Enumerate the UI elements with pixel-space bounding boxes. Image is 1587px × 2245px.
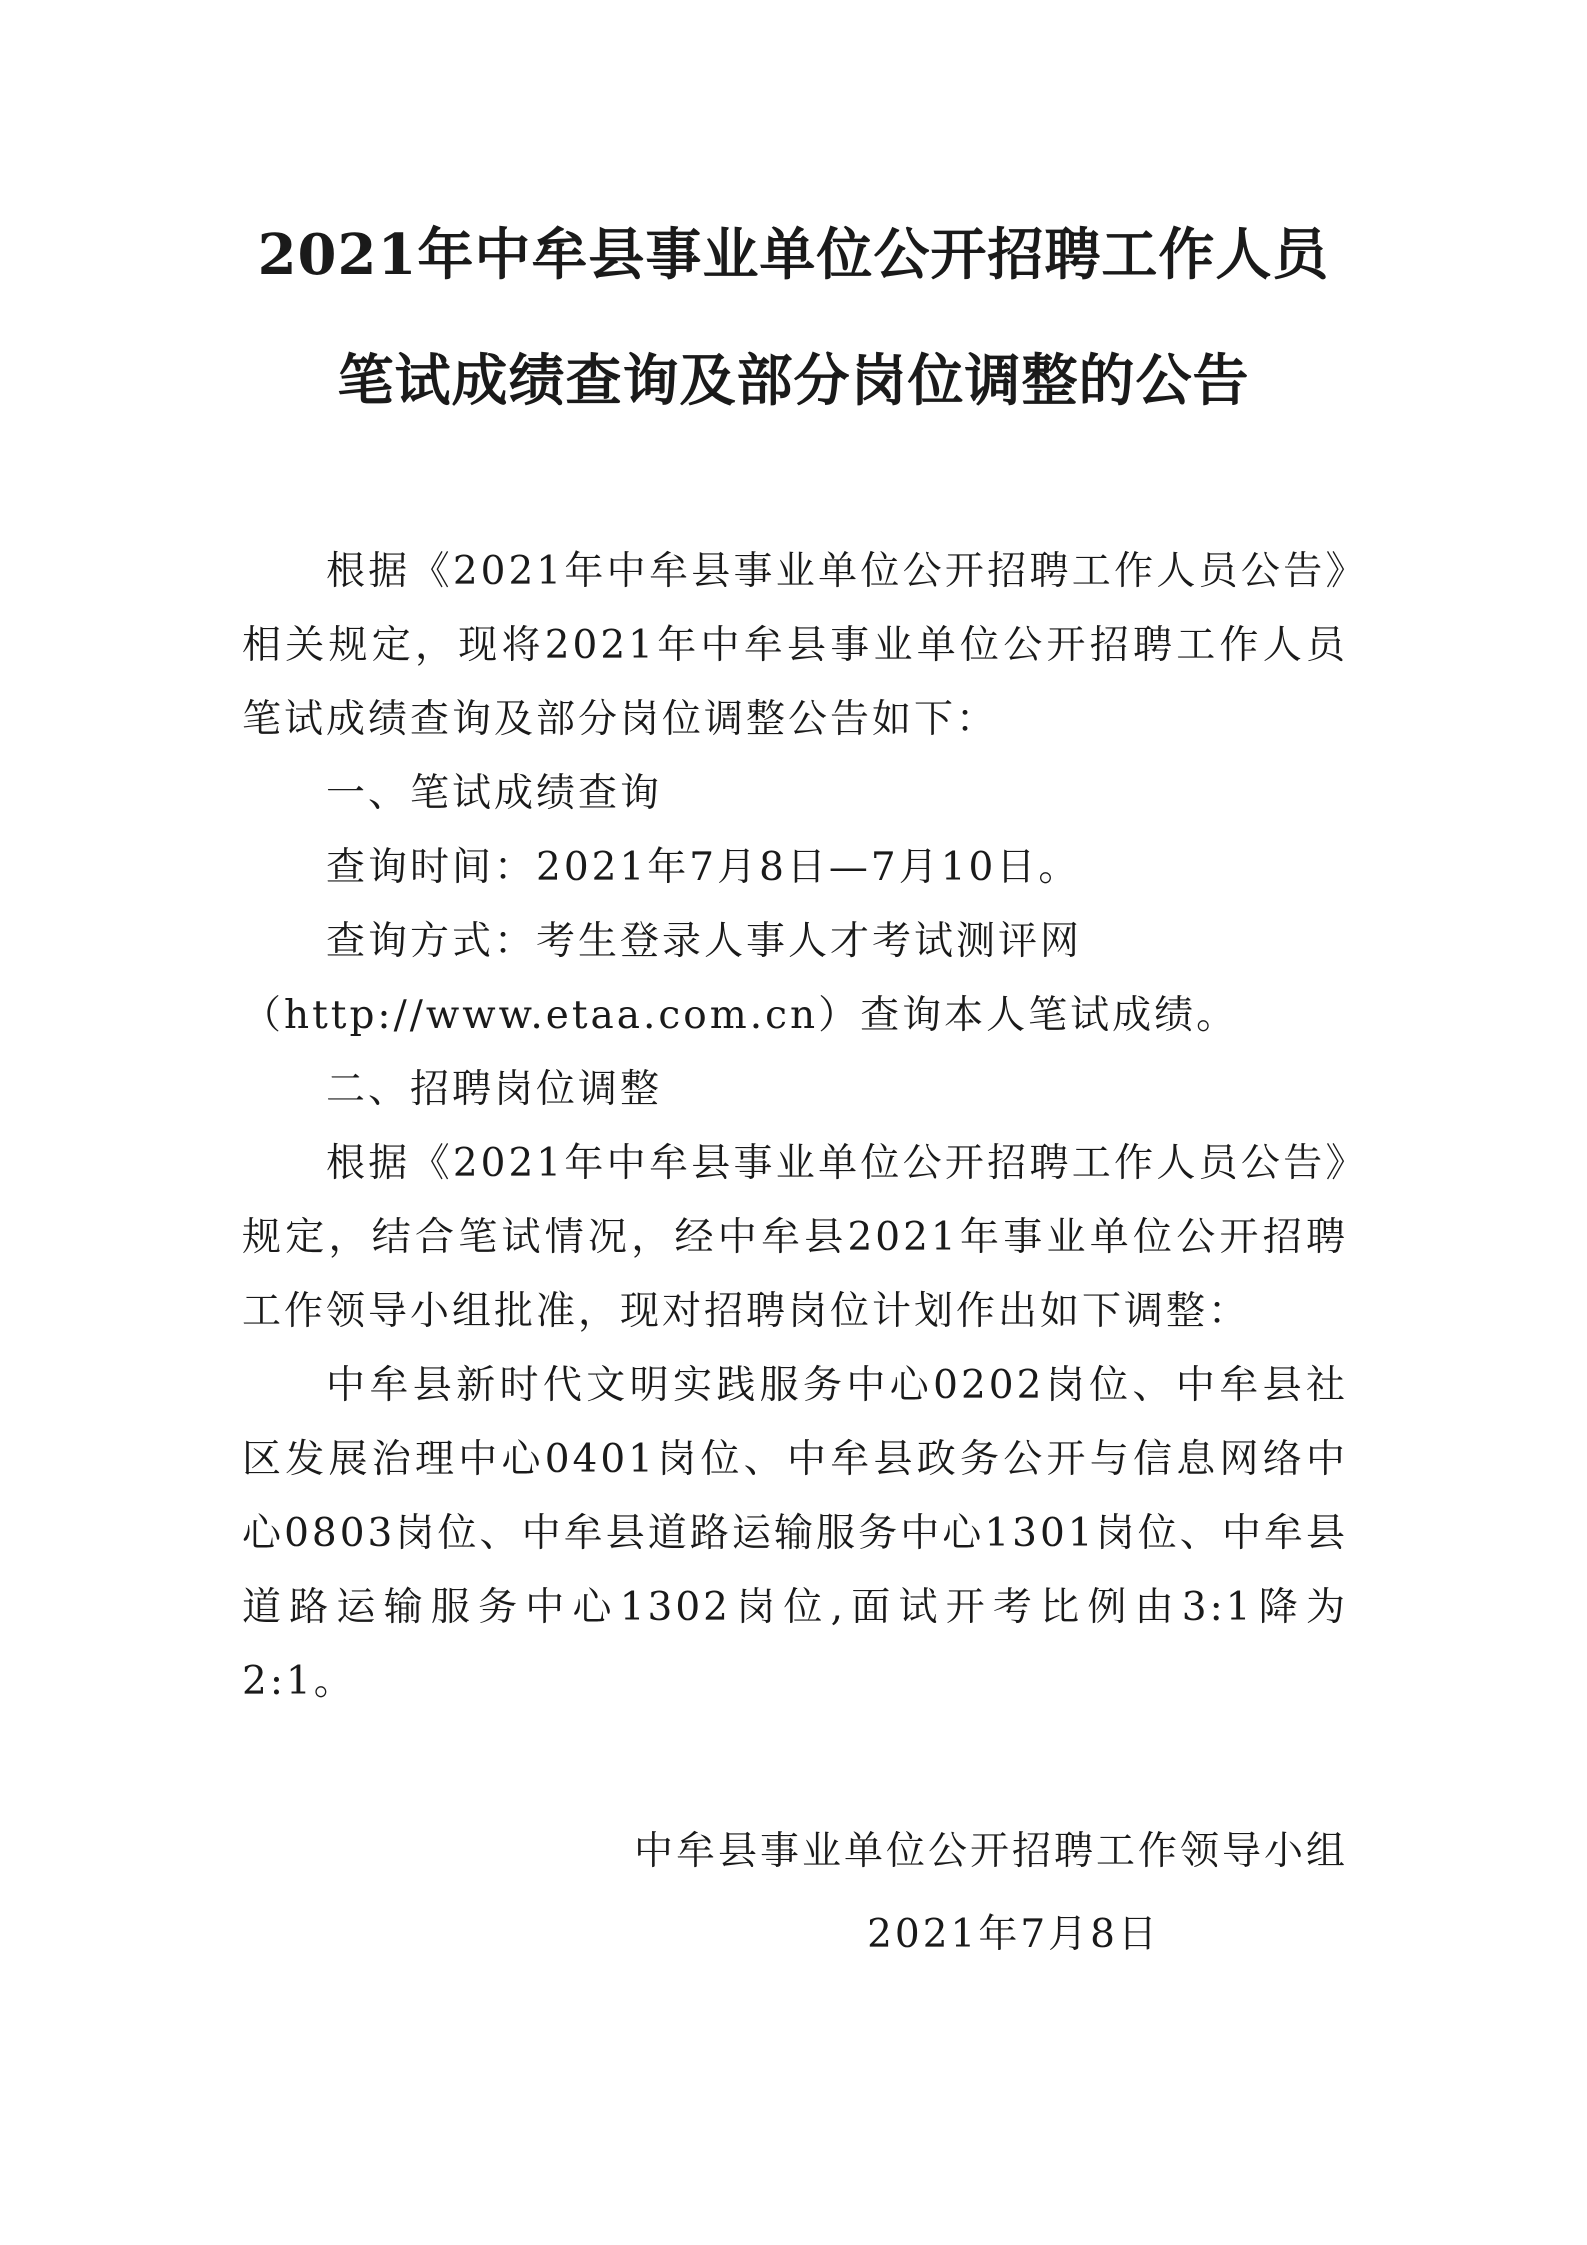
signature-date: 2021年7月8日 [867,1912,1160,1957]
section-heading-position-adjustment: 二、招聘岗位调整 [326,1067,663,1112]
section-heading-score-query: 一、笔试成绩查询 [326,771,663,816]
document-title-line-2: 笔试成绩查询及部分岗位调整的公告 [337,348,1250,414]
document-title-line-1: 2021年中牟县事业单位公开招聘工作人员 [257,222,1330,288]
paragraph-query-method: 查询方式：考生登录人事人才考试测评网 [326,919,1083,964]
paragraph-adjustment-basis: 根据《2021年中牟县事业单位公开招聘工作人员公告》规定，结合笔试情况，经中牟县2021年事业单位公开招聘工作领导小组批准，现对招聘岗位计划作出如下调整： [242,1141,1348,1334]
document-body [242,535,1348,1719]
paragraph-query-time: 查询时间：2021年7月8日—7月10日。 [326,845,1081,890]
paragraph-intro: 根据《2021年中牟县事业单位公开招聘工作人员公告》相关规定，现将2021年中牟县事业单位公开招聘工作人员笔试成绩查询及部分岗位调整公告如下： [242,549,1348,742]
signature-organization: 中牟县事业单位公开招聘工作领导小组 [633,1829,1348,1874]
paragraph-query-url: （http://www.etaa.com.cn）查询本人笔试成绩。 [242,993,1239,1038]
paragraph-adjustment-details: 中牟县新时代文明实践服务中心0202岗位、中牟县社区发展治理中心0401岗位、中牟县政务公开与信息网络中心0803岗位、中牟县道路运输服务中心1301岗位、中牟县道路运输服务中心1302岗位,面试开考比例由3:1降为2:1。 [242,1363,1348,1704]
